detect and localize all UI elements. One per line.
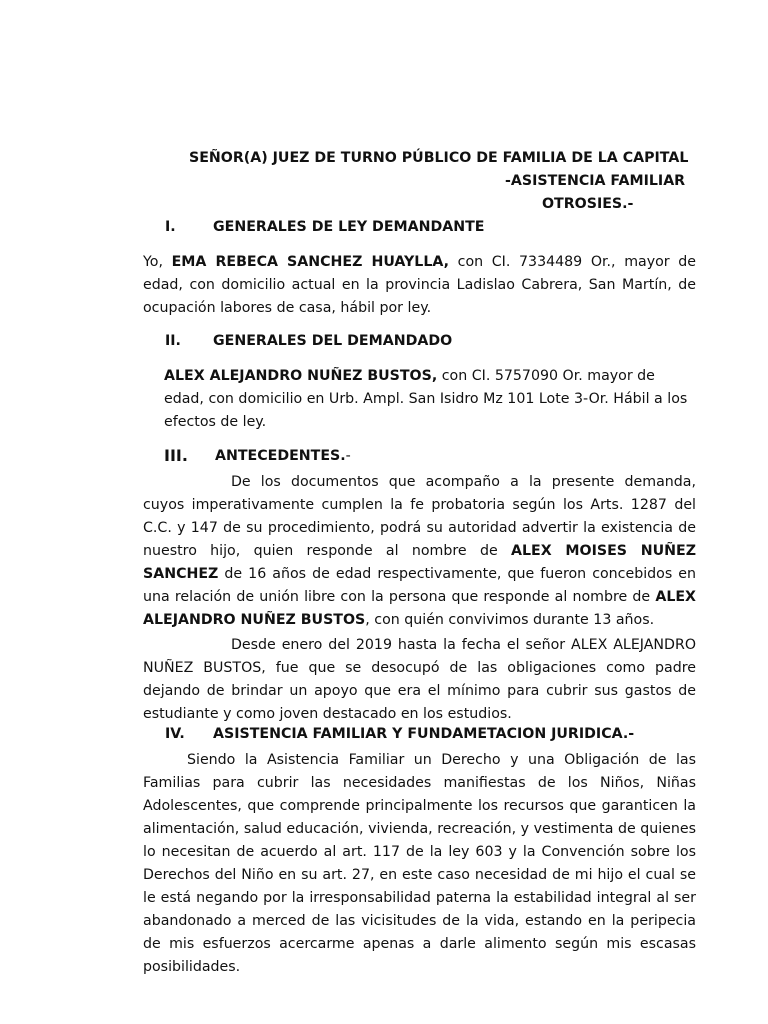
otrosies-heading: OTROSIES.- (542, 196, 634, 212)
section-4-title: ASISTENCIA FAMILIAR Y FUNDAMETACION JURIDICA.- (213, 726, 635, 742)
text-run: con CI. 7334489 Or., mayor de edad, con domicilio actual en la provincia Ladislao Cabrera, San Martín, de ocupación labores de casa, hábil por ley. (143, 254, 696, 316)
text-run: , con quién convivimos durante 13 años. (365, 612, 655, 628)
section-2-number: II. (165, 333, 181, 349)
text-run: De los documentos que acompaño a la presente demanda, cuyos imperativamente cumplen la fe probatoria según los Arts. 1287 del C.C. y 147 de su procedimiento, podrá su autoridad advertir la existencia de nuestro hijo, quien responde al nombre de (143, 474, 696, 559)
text-run: de 16 años de edad respectivamente, que fueron concebidos en una relación de unión libre con la persona que responde al nombre de (143, 566, 696, 605)
section-3-title-text: ANTECEDENTES. (215, 448, 346, 464)
case-type: -ASISTENCIA FAMILIAR (505, 173, 686, 189)
section-1-title: GENERALES DE LEY DEMANDANTE (213, 219, 485, 235)
section-3-paragraph-1 (143, 471, 696, 632)
section-3-title-dash: - (345, 448, 351, 464)
court-address: SEÑOR(A) JUEZ DE TURNO PÚBLICO DE FAMILIA DE LA CAPITAL (189, 150, 689, 166)
section-2-paragraph (164, 365, 696, 434)
section-4-number: IV. (165, 726, 185, 742)
section-2-title: GENERALES DEL DEMANDADO (213, 333, 453, 349)
section-4-paragraph: Siendo la Asistencia Familiar un Derecho y una Obligación de las Familias para cubrir las necesidades manifiestas de los Niños, Niñas Adolescentes, que comprende principalmente los recursos que garanticen la alimentación, salud educación, vivienda, recreación, y vestimenta de quienes lo necesitan de acuerdo al art. 117 de la ley 603 y la Convención sobre los Derechos del Niño en su art. 27, en este caso necesidad de mi hijo el cual se le está negando por la irresponsabilidad paterna la estabilidad integral al ser abandonado a merced de las vicisitudes de la vida, estando en la peripecia de mis esfuerzos acercarme apenas a darle alimento según mis escasas posibilidades. (143, 752, 696, 975)
section-1-paragraph (143, 251, 696, 320)
father-name: ALEX ALEJANDRO NUÑEZ BUSTOS (143, 589, 696, 628)
text-run: Yo, (143, 254, 172, 270)
section-3-paragraph-2: Desde enero del 2019 hasta la fecha el señor ALEX ALEJANDRO NUÑEZ BUSTOS, fue que se desocupó de las obligaciones como padre dejando de brindar un apoyo que era el mínimo para cubrir sus gastos de estudiante y como joven destacado en los estudios. (143, 637, 696, 722)
text-run: con CI. 5757090 Or. mayor de edad, con domicilio en Urb. Ampl. San Isidro Mz 101 Lote 3-Or. Hábil a los efectos de ley. (164, 368, 688, 430)
section-3-number: III. (164, 446, 188, 465)
child-name: ALEX MOISES NUÑEZ SANCHEZ (143, 543, 696, 582)
section-1-number: I. (165, 219, 176, 235)
defendant-name: ALEX ALEJANDRO NUÑEZ BUSTOS, (164, 368, 438, 384)
plaintiff-name: EMA REBECA SANCHEZ HUAYLLA, (171, 254, 450, 270)
section-3-title (215, 448, 351, 464)
